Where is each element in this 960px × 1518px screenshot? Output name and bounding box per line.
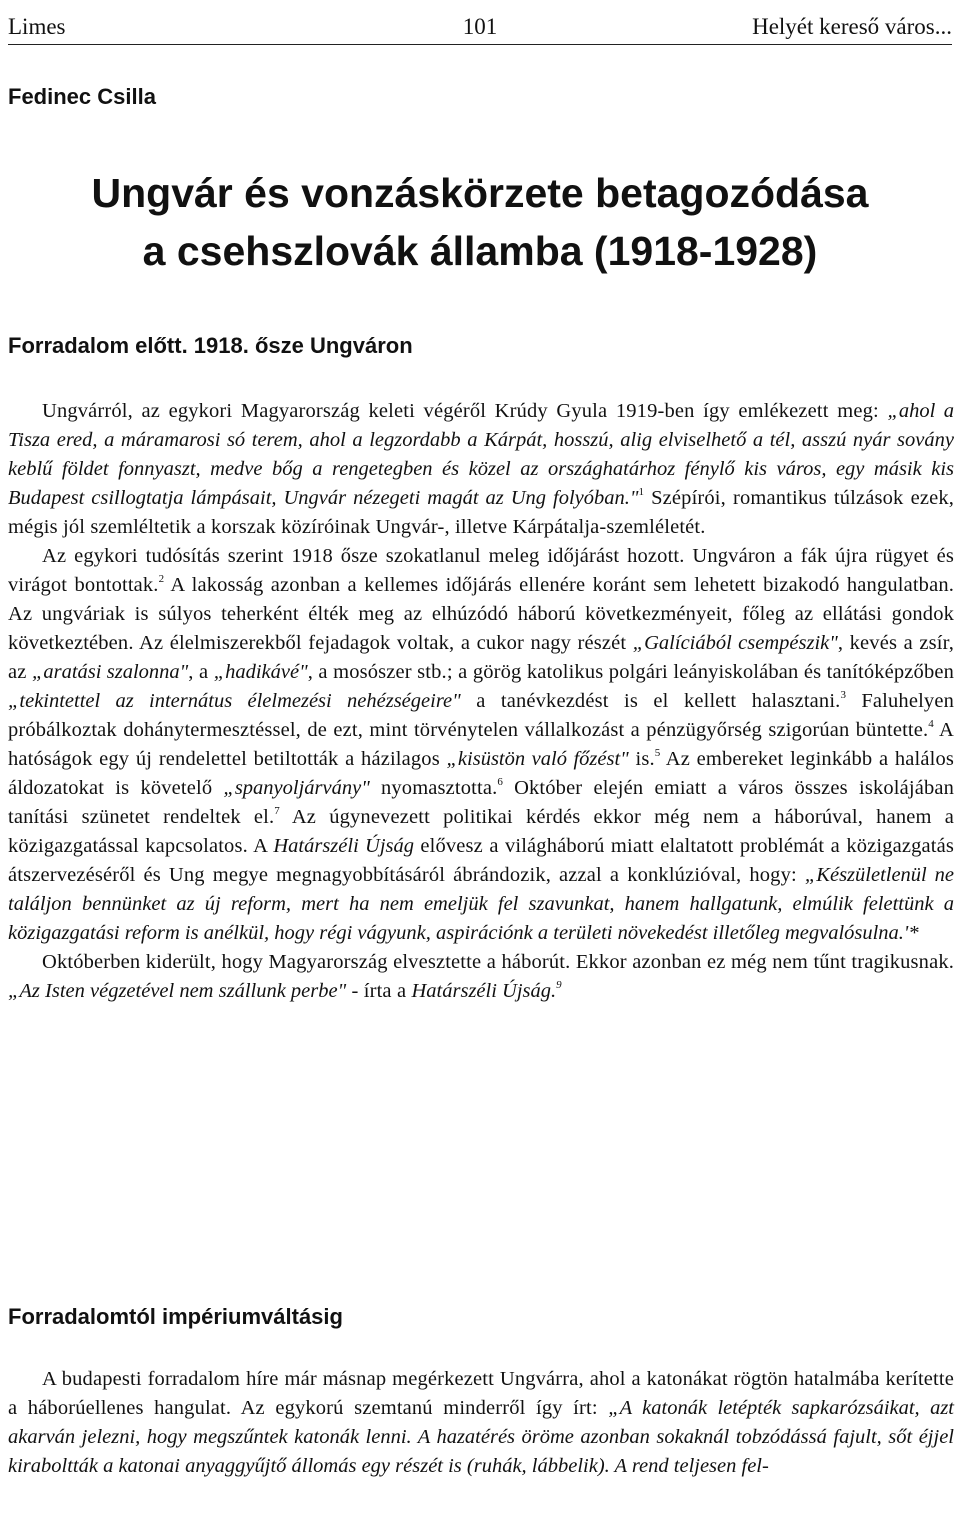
text-run: a tanévkezdést is el kellett halasztani.: [460, 690, 841, 712]
text-run: A lakosság azonban a kellemes időjárás ellenére koránt sem lehetett bizakodó hangulatban. Az ungváriak is súlyos teherként élték meg az elhúzódó háború következményeit, főleg az ellátási gondok következtében. Az élelmiszerekből fejadagok voltak, a cukor nagy részét: [8, 574, 954, 654]
footnote-ref[interactable]: 2: [158, 573, 165, 585]
quote: „kisüstön való főzést": [446, 748, 629, 770]
text-run: - írta a: [346, 980, 412, 1002]
text-run: Faluhelyen próbálkoztak dohánytermesztéssel, de ezt, mint törvénytelen vállalkozást a pénzügyőrség szigorúan büntette.: [8, 690, 954, 741]
footnote-ref[interactable]: 3: [840, 689, 846, 701]
quote: „Készületlenül ne találjon bennünket az új reform, mert ha nem emeljük fel szavunkat, hanem hallgatunk, elmúlik felettünk a közigazgatási reform is anélkül, hogy régi vágyunk, aspirációnk a területi növekedést illetőleg megvalósulna.'*: [8, 864, 954, 944]
newspaper-title: Határszéli Újság: [273, 835, 414, 857]
paragraph-3: [8, 948, 954, 1006]
text-run: Október elején emiatt a város összes iskolájában tanítási szünetet rendeltek el.: [8, 777, 954, 828]
running-header: [8, 10, 952, 45]
quote: „tekintettel az internátus élelmezési nehézségeire": [8, 690, 461, 712]
newspaper-title: Határszéli Újság.: [411, 980, 557, 1002]
text-run: A hatóságok egy új rendelettel betiltották a házilagos: [8, 719, 954, 770]
paragraph-2: [8, 542, 954, 948]
footnote-ref[interactable]: 1: [638, 486, 644, 498]
quote: „aratási szalonna": [31, 661, 189, 683]
journal-name: Limes: [8, 14, 66, 39]
text-run: , a: [188, 661, 214, 683]
quote-krudy: „ahol a Tisza ered, a máramarosi só terem, ahol a legzordabb a Kárpát, hosszú, alig elviselhető a tél, asszú nyár sovány keblű földet fonnyaszt, medve bőg a rengetegben és közel az országhatárhoz fénylő kis város, egy másik kis Budapest csillogtatja lámpásait, Ungvár nézegeti magát az Ung folyóban.": [8, 400, 954, 509]
section-2-body: [8, 1365, 954, 1481]
text-run: Az úgynevezett politikai kérdés ekkor még nem a háborúval, hanem a közigazgatással kapcsolatos. A: [8, 806, 954, 857]
text-run: nyomasztotta.: [369, 777, 498, 799]
quote-eyewitness: „A katonák letépték sapkarózsáikat, azt akarván jelezni, hogy megszűntek katonák lenni. A hazatérés öröme azonban sokaknál tobzódássá fajult, sőt éjjel kiraboltták a katonai anyaggyűjtő állomás egy részét is (ruhák, lábbelik). A rend teljesen fel-: [8, 1397, 954, 1477]
footnote-ref[interactable]: 4: [928, 718, 934, 730]
quote: „Galíciából csempészik": [632, 632, 838, 654]
author-name: Fedinec Csilla: [8, 84, 156, 109]
footnote-ref[interactable]: 9: [556, 979, 562, 991]
article-title: [0, 164, 960, 280]
text-run: , a mosószer stb.; a görög katolikus polgári leányiskolában és tanítóképzőben: [307, 661, 955, 683]
running-title: Helyét kereső város...: [752, 14, 952, 39]
footnote-ref[interactable]: 5: [654, 747, 661, 759]
paragraph-4: [8, 1365, 954, 1481]
quote: „Az Isten végzetével nem szállunk perbe": [8, 980, 347, 1002]
text-run: elővesz a világháború miatt elaltatott problémát a közigazgatás átszervezéséről és Ung megye megnagyobbításáról ábrándozik, azzal a konklúzióval, hogy:: [8, 835, 954, 886]
footnote-ref[interactable]: 6: [497, 776, 503, 788]
text-run: Az embereket leginkább a halálos áldozatokat is követelő: [8, 748, 955, 799]
paragraph-1: [8, 397, 954, 542]
page-number: 101: [462, 14, 498, 39]
title-line-2: a csehszlovák államba (1918-1928): [142, 228, 818, 274]
text-run: Októberben kiderült, hogy Magyarország elvesztette a háborút. Ekkor azonban ez még nem tűnt tragikusnak.: [42, 951, 954, 973]
footnote-ref[interactable]: 7: [274, 805, 280, 817]
text-run: Szépírói, romantikus túlzások ezek, mégis jól szemléltetik a korszak közíróinak Ungvár-, illetve Kárpátalja-szemléletét.: [8, 487, 954, 538]
section-1-body: [8, 397, 954, 1006]
text-run: A budapesti forradalom híre már másnap megérkezett Ungvárra, ahol a katonákat rögtön hatalmába kerítette a háborúellenes hangulat. Az egykorú szemtanú minderről így írt:: [8, 1368, 954, 1419]
title-line-1: Ungvár és vonzáskörzete betagozódása: [91, 170, 869, 216]
section-heading-1: Forradalom előtt. 1918. ősze Ungváron: [8, 333, 413, 358]
text-run: is.: [628, 748, 655, 770]
text-run: , kevés a zsír, az: [8, 632, 954, 683]
quote: „hadikávé": [213, 661, 308, 683]
text-run: Ungvárról, az egykori Magyarország keleti végéről Krúdy Gyula 1919-ben így emlékezett meg:: [42, 400, 888, 422]
section-heading-2: Forradalomtól impériumváltásig: [8, 1304, 343, 1329]
quote: „spanyoljárvány": [223, 777, 370, 799]
text-run: Az egykori tudósítás szerint 1918 ősze szokatlanul meleg időjárást hozott. Ungváron a fák újra rügyet és virágot bontottak.: [8, 545, 954, 596]
